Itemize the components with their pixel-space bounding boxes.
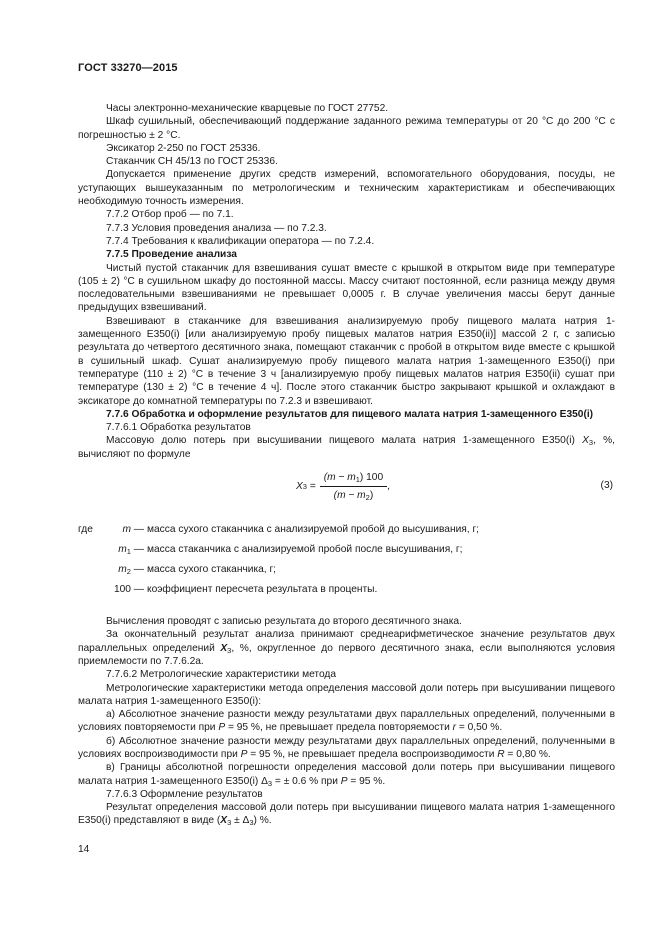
page-number: 14	[78, 844, 90, 855]
where-def-m2: масса сухого стаканчика, г;	[147, 564, 277, 576]
formula-3	[78, 469, 615, 515]
paragraph-final-result: За окончательный результат анализа принимают среднеарифметическое значение результатов двух параллельных определений $X_3$, %, округленное до первого десятичного знака, если выполняются условия приемлемости по 7.7.6.2а.	[78, 629, 615, 667]
paragraph-9: Чистый пустой стаканчик для взвешивания сушат вместе с крышкой в открытом виде при температуре (105 ± 2) °С в сушильном шкафу до постоянной массы. Массу считают постоянной, если разница между двумя последовательными взвешиваниями не превышает 0,0005 г. В случае увеличения массы берут данные предыдущих взвешиваний.	[78, 262, 615, 314]
where-label: где	[78, 524, 93, 536]
paragraph-c: в) Границы абсолютной погрешности определения массовой доли потерь при высушивании пищевого малата натрия 1-замещенного Е350(i) $\Delta_3$ = ± 0.6 % при P = 95 %.	[78, 762, 615, 788]
intro-paragraphs	[78, 102, 615, 434]
page-body	[78, 102, 615, 828]
formula-fraction: $\frac{(m - m_1) 100}{(m - m_2)}$	[320, 471, 387, 503]
paragraph-4: Допускается применение других средств измерений, вспомогательного оборудования, посуды, не уступающих вышеуказанным по метрологическим и техническим характеристикам и обеспечивающих необходимую точность измерения.	[78, 169, 615, 208]
paragraph-12: 7.7.6.1 Обработка результатов	[106, 422, 251, 434]
where-legend: где m — масса сухого стаканчика с анализируемой пробой до высушивания, г; $m_1$ — масса стаканчика с анализируемой пробой после высушивания, г; $m_2$ — масса сухого стаканчика, г; 100 — коэффициент пересчета результата в проценты.	[78, 523, 615, 603]
paragraph-11: 7.7.6 Обработка и оформление результатов для пищевого малата натрия 1-замещенного Е350(i)	[106, 408, 594, 420]
paragraph-b: б) Абсолютное значение разности между результатами двух параллельных определений, полученными в условиях воспроизводимости при P = 95 %, не превышает предела воспроизводимости R = 0,80 %.	[78, 735, 615, 760]
paragraph-0: Часы электронно-механические кварцевые по ГОСТ 27752.	[106, 103, 389, 114]
paragraph-5: 7.7.2 Отбор проб — по 7.1.	[106, 209, 234, 221]
formula-intro: Массовую долю потерь при высушивании пищевого малата натрия 1-замещенного Е350(i) $X_3$, %, вычисляют по формуле	[78, 435, 615, 460]
paragraph-6: 7.7.3 Условия проведения анализа — по 7.2.3.	[106, 222, 327, 234]
section-7-7-6-2: 7.7.6.2 Метрологические характеристики метода	[106, 669, 337, 681]
where-def-m: масса сухого стаканчика с анализируемой пробой до высушивания, г;	[147, 524, 479, 536]
paragraph-8: 7.7.5 Проведение анализа	[106, 249, 237, 261]
paragraph-1: Шкаф сушильный, обеспечивающий поддержание заданного режима температуры от 20 °С до 200 °С с погрешностью ± 2 °С.	[78, 116, 615, 141]
paragraph-a: а) Абсолютное значение разности между результатами двух параллельных определений, полученными в условиях повторяемости при P = 95 %, не превышает предела повторяемости r = 0,50 %.	[78, 709, 615, 734]
paragraph-10: Взвешивают в стаканчике для взвешивания анализируемую пробу пищевого малата натрия 1-замещенного Е350(i) [или анализируемую пробу пищевых малатов натрия Е350(ii)] массой 2 г, с записью результата до четвертого десятичного знака, помещают стаканчик с пробой в открытом виде вместе с крышкой в сушильный шкаф. Сушат анализируемую пробу пищевого малата натрия 1-замещенного Е350(i) при температуре (110 ± 2) °С в течение 3 ч [анализируемую пробу пищевых малатов натрия Е350(ii) сушат при температуре (130 ± 2) °С в течение 4 ч]. После этого стаканчик быстро закрывают крышкой и охлаждают в эксикаторе до комнатной температуры по 7.2.3 и взвешивают.	[78, 315, 615, 407]
paragraph-3: Стаканчик СН 45/13 по ГОСТ 25336.	[106, 156, 278, 168]
where-def-m1: масса стаканчика с анализируемой пробой после высушивания, г;	[147, 544, 463, 556]
formula-expression: X 3 = $\frac{(m - m_1) 100}{(m - m_2)}$ ,	[296, 472, 390, 503]
formula-number: (3)	[600, 480, 613, 492]
where-def-100: коэффициент пересчета результата в проценты.	[147, 584, 378, 596]
paragraph-metrology: Метрологические характеристики метода определения массовой доли потерь при высушивании пищевого малата натрия 1-замещенного Е350(i):	[78, 682, 615, 707]
paragraph-2: Эксикатор 2-250 по ГОСТ 25336.	[106, 142, 261, 154]
document-header: ГОСТ 33270—2015	[78, 62, 178, 74]
paragraph-calc: Вычисления проводят с записью результата до второго десятичного знака.	[106, 616, 462, 628]
paragraph-7: 7.7.4 Требования к квалификации оператора — по 7.2.4.	[106, 235, 375, 247]
paragraph-result-form: Результат определения массовой доли потерь при высушивании пищевого малата натрия 1-замещенного Е350(i) представляют в виде $(X_3 \pm \Delta_3)$ %.	[78, 802, 615, 828]
section-7-7-6-3: 7.7.6.3 Оформление результатов	[106, 788, 263, 800]
